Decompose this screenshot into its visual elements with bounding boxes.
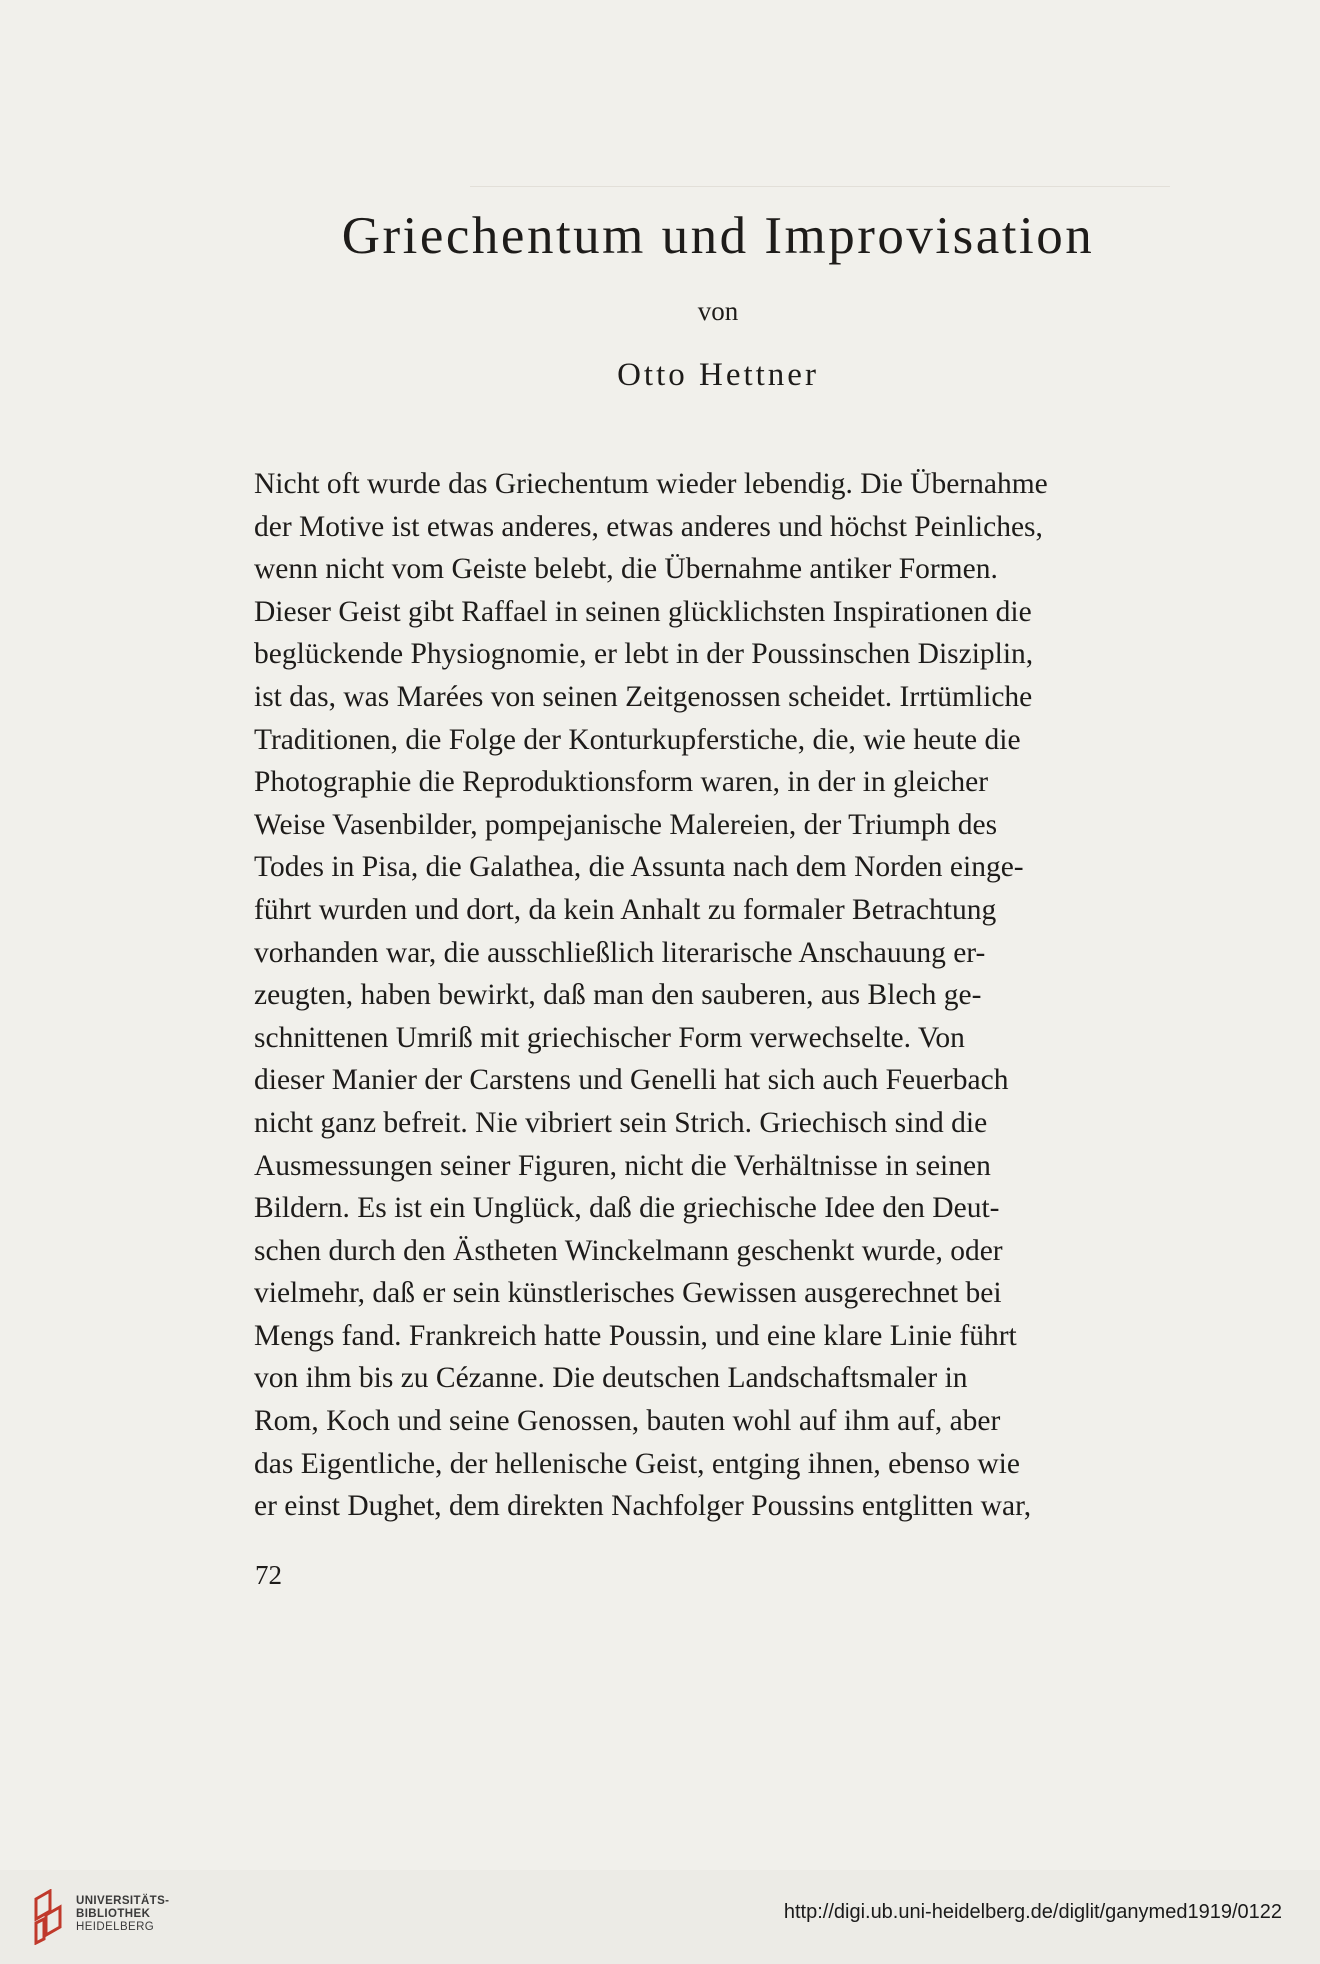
text-line: Mengs fand. Frankreich hatte Poussin, und eine klare Linie führt (254, 1319, 1017, 1352)
author-name: Otto Hettner (617, 357, 819, 393)
text-line: er einst Dughet, dem direkten Nachfolger Poussins entglitten war, (254, 1490, 1032, 1523)
byline-von: von (697, 296, 739, 326)
permalink-url[interactable]: http://digi.ub.uni-heidelberg.de/diglit/ganymed1919/0122 (783, 1901, 1282, 1923)
page-number: 72 (255, 1560, 282, 1590)
text-line: vielmehr, daß er sein künstlerisches Gewissen ausgerechnet bei (254, 1277, 1002, 1310)
text-line: Traditionen, die Folge der Konturkupferstiche, die, wie heute die (254, 723, 1021, 756)
text-line: beglückende Physiognomie, er lebt in der Poussinschen Disziplin, (254, 638, 1034, 671)
library-name-line: HEIDELBERG (76, 1921, 155, 1933)
text-line: führt wurden und dort, da kein Anhalt zu formaler Betrachtung (254, 893, 997, 926)
text-line: von ihm bis zu Cézanne. Die deutschen Landschaftsmaler in (254, 1362, 968, 1395)
text-line: Nicht oft wurde das Griechentum wieder lebendig. Die Übernahme (254, 468, 1048, 500)
library-name (76, 1895, 169, 1934)
text-line: Dieser Geist gibt Raffael in seinen glücklichsten Inspirationen die (254, 595, 1032, 628)
text-line: Weise Vasenbilder, pompejanische Malereien, der Triumph des (254, 808, 998, 841)
text-line: das Eigentliche, der hellenische Geist, entging ihnen, ebenso wie (254, 1447, 1020, 1480)
text-line: schen durch den Ästheten Winckelmann geschenkt wurde, oder (254, 1234, 1003, 1267)
article-title: Griechentum und Improvisation (341, 207, 1095, 265)
text-line: Bildern. Es ist ein Unglück, daß die griechische Idee den Deut- (254, 1192, 1000, 1225)
text-line: vorhanden war, die ausschließlich literarische Anschauung er- (254, 936, 986, 969)
body-text (254, 463, 1188, 1528)
text-line: Rom, Koch und seine Genossen, bauten wohl auf ihm auf, aber (254, 1405, 1001, 1438)
text-line: Photographie die Reproduktionsform waren, in der in gleicher (254, 766, 989, 799)
text-line: Todes in Pisa, die Galathea, die Assunta nach dem Norden einge- (254, 851, 1024, 884)
bleed-through-rule (470, 186, 1170, 187)
text-line: schnittenen Umriß mit griechischer Form verwechselte. Von (254, 1021, 965, 1054)
text-line: zeugten, haben bewirkt, daß man den sauberen, aus Blech ge- (254, 979, 982, 1012)
library-logo-icon (32, 1889, 64, 1945)
text-line: der Motive ist etwas anderes, etwas anderes und höchst Peinliches, (254, 510, 1043, 543)
library-name-line: BIBLIOTHEK (76, 1908, 151, 1920)
text-line: Ausmessungen seiner Figuren, nicht die Verhältnisse in seinen (254, 1149, 991, 1182)
text-line: wenn nicht vom Geiste belebt, die Übernahme antiker Formen. (254, 553, 998, 586)
text-line: nicht ganz befreit. Nie vibriert sein Strich. Griechisch sind die (254, 1106, 988, 1139)
library-name-line: UNIVERSITÄTS- (76, 1895, 170, 1907)
text-line: ist das, was Marées von seinen Zeitgenossen scheidet. Irrtümliche (254, 680, 1033, 713)
text-line: dieser Manier der Carstens und Genelli hat sich auch Feuerbach (254, 1064, 1009, 1097)
